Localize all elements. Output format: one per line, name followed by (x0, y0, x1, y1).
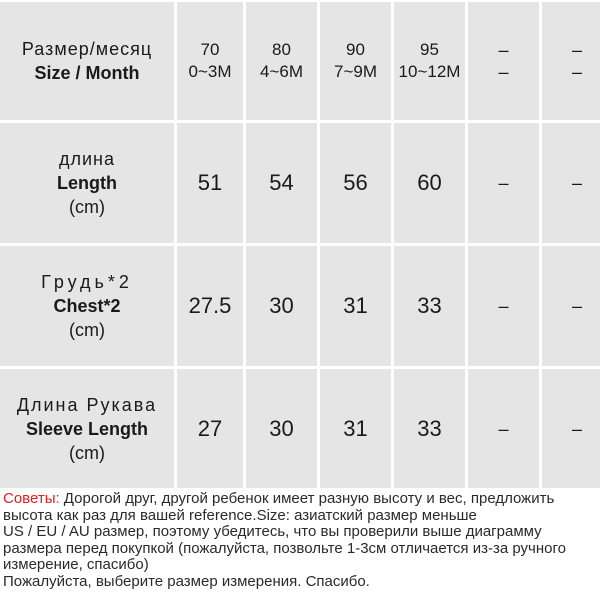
notes-line-5: измерение, спасибо) (3, 556, 149, 574)
notes-line-2: высота как раз для вашей reference.Size: азиатский размер меньше (3, 506, 477, 524)
cell-value: 60 (417, 170, 442, 195)
value-cell (468, 369, 539, 488)
cell-value: 56 (343, 170, 368, 195)
value-cell (246, 369, 317, 488)
size-age: 7~9M (334, 62, 377, 81)
size-number: 80 (272, 40, 291, 59)
header-label-ru: Размер/месяц (21, 39, 153, 59)
header-size-cell (542, 2, 600, 120)
cell-value: 30 (269, 415, 294, 441)
row-label-unit: (cm) (69, 197, 105, 217)
cell-value: – (498, 296, 509, 316)
notes-prefix: Советы: (3, 490, 60, 507)
value-cell (542, 123, 600, 243)
value-cell (542, 246, 600, 366)
row-label-unit: (cm) (69, 442, 105, 463)
value-cell (468, 246, 539, 366)
cell-value: 31 (343, 293, 368, 318)
notes-line-1 (3, 491, 597, 508)
value-cell (177, 246, 243, 366)
size-number: 70 (200, 40, 220, 59)
notes-line-6: Пожалуйста, выберите размер измерения. Спасибо. (3, 572, 370, 590)
cell-value: 54 (269, 170, 294, 195)
notes-line-3: US / EU / AU размер, поэтому убедитесь, что вы проверили выше диаграмму (3, 523, 542, 541)
row-label-ru: Длина Рукава (16, 394, 158, 415)
value-cell (394, 123, 465, 243)
notes-line-4: размера перед покупкой (пожалуйста, позвольте 1-3см отличается из-за ручного (3, 539, 566, 557)
row-label-en: Chest*2 (53, 296, 121, 316)
header-size-cell (246, 2, 317, 120)
value-cell (320, 123, 391, 243)
value-cell (177, 123, 243, 243)
size-number: 95 (420, 40, 439, 59)
value-cell (468, 123, 539, 243)
cell-value: – (498, 173, 509, 193)
size-number: – (571, 40, 582, 60)
notes-text: Дорогой друг, другой ребенок имеет разную высоту и вес, предложить (59, 490, 555, 507)
row-label-ru: длина (58, 149, 115, 169)
cell-value: – (571, 296, 582, 316)
row-label-ru: Грудь*2 (41, 272, 133, 292)
row-label-en: Length (57, 173, 117, 193)
value-cell (542, 369, 600, 488)
size-age: 4~6M (260, 62, 303, 81)
value-cell (320, 369, 391, 488)
size-age: – (498, 62, 509, 82)
header-label-cell (0, 2, 174, 120)
cell-value: 33 (417, 415, 442, 441)
size-advice-notes (3, 491, 597, 591)
cell-value: 30 (269, 293, 294, 318)
cell-value: 27 (197, 415, 223, 441)
size-age: – (571, 62, 582, 82)
header-size-cell (468, 2, 539, 120)
header-label-en: Size / Month (34, 63, 140, 83)
value-cell (320, 246, 391, 366)
cell-value: 31 (343, 415, 368, 441)
row-label-en: Sleeve Length (25, 418, 149, 439)
value-cell (394, 369, 465, 488)
row-label-cell (0, 246, 174, 366)
header-size-cell (177, 2, 243, 120)
value-cell (246, 123, 317, 243)
row-label-cell (0, 369, 174, 488)
size-age: 0~3M (188, 62, 232, 81)
cell-value: – (571, 173, 582, 193)
cell-value: 51 (197, 170, 223, 195)
header-size-cell (394, 2, 465, 120)
size-age: 10~12M (398, 62, 461, 81)
value-cell (177, 369, 243, 488)
value-cell (394, 246, 465, 366)
cell-value: – (571, 418, 582, 439)
row-label-unit: (cm) (69, 320, 105, 340)
size-number: – (498, 40, 509, 60)
size-number: 90 (346, 40, 365, 59)
cell-value: 27.5 (188, 293, 232, 318)
row-label-cell (0, 123, 174, 243)
cell-value: – (498, 418, 509, 439)
value-cell (246, 246, 317, 366)
cell-value: 33 (417, 293, 442, 318)
header-size-cell (320, 2, 391, 120)
